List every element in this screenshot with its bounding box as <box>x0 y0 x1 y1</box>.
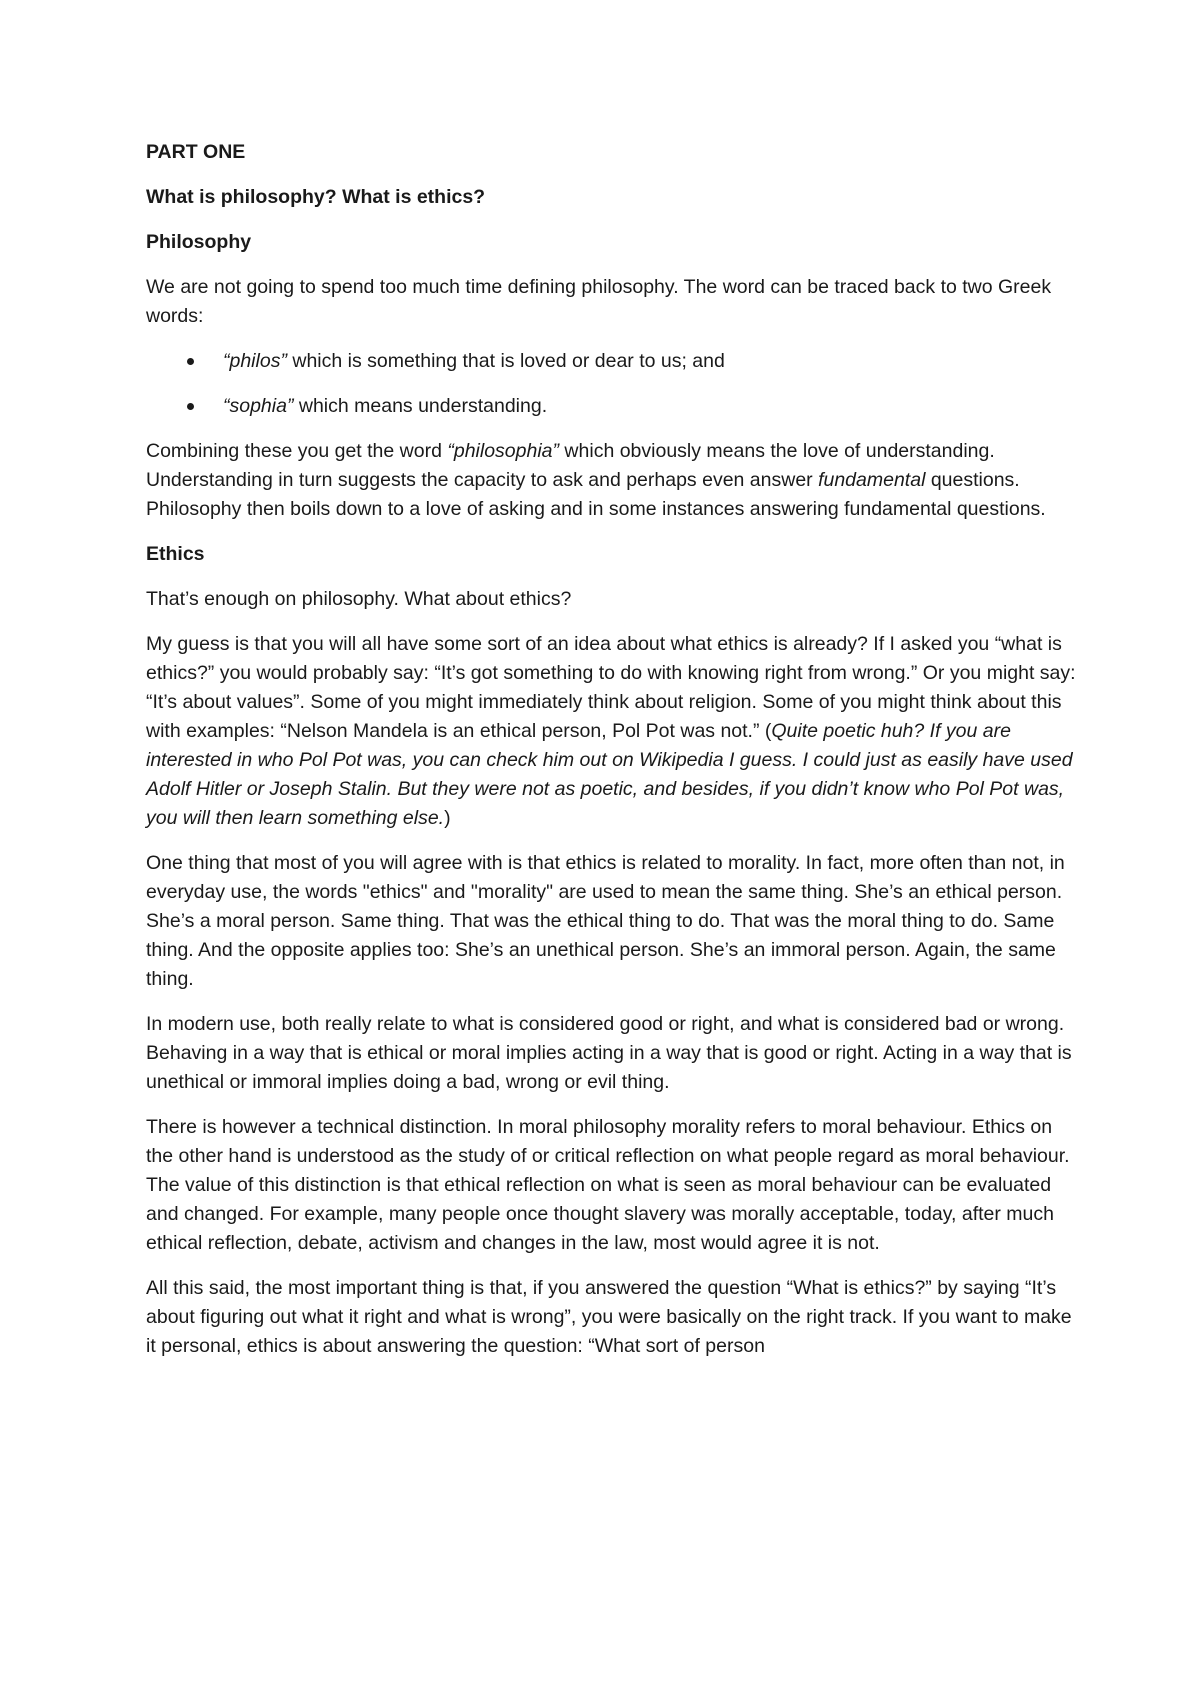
document-page <box>146 138 1076 1377</box>
text-run: questions. Philosophy then boils down to a love of asking and in some instances answering fundamental questions. <box>146 469 1046 520</box>
list-item <box>223 347 1076 376</box>
greek-words-list <box>146 347 1076 421</box>
text-run: which obviously means the love of understanding. Understanding in turn suggests the capacity to ask and perhaps even answer <box>146 440 995 491</box>
aside-italic: Quite poetic huh? If you are interested in who Pol Pot was, you can check him out on Wikipedia I guess. I could just as easily have used Adolf Hitler or Joseph Stalin. But they were not as poetic, and besides, if you didn’t know who Pol Pot was, you will then learn something else. <box>146 720 1073 829</box>
ethics-paragraph-2 <box>146 630 1076 833</box>
emphasis-fundamental: fundamental <box>818 469 926 491</box>
section-title: What is philosophy? What is ethics? <box>146 186 486 208</box>
ethics-paragraph-1: That’s enough on philosophy. What about ethics? <box>146 588 572 610</box>
philosophy-heading: Philosophy <box>146 231 252 253</box>
ethics-paragraph-5: There is however a technical distinction. In moral philosophy morality refers to moral behaviour. Ethics on the other hand is understood as the study of or critical reflection on what people regard as moral behaviour. The value of this distinction is that ethical reflection on what is seen as moral behaviour can be evaluated and changed. For example, many people once thought slavery was morally acceptable, today, after much ethical reflection, debate, activism and changes in the law, most would agree it is not. <box>146 1116 1070 1254</box>
text-run: Combining these you get the word <box>146 440 448 462</box>
term-sophia: “sophia” <box>223 395 294 417</box>
term-philos: “philos” <box>223 350 287 372</box>
term-philos-definition: which is something that is loved or dear to us; and <box>286 350 725 372</box>
text-run: ) <box>444 807 451 829</box>
term-philosophia: “philosophia” <box>447 440 560 462</box>
text-run: My guess is that you will all have some sort of an idea about what ethics is already? If I asked you “what is ethics?” you would probably say: “It’s got something to do with knowing right from wrong.” Or you might say: “It’s about values”. Some of you might immediately think about religion. Some of you might think about this with examples: “Nelson Mandela is an ethical person, Pol Pot was not.” ( <box>146 633 1076 742</box>
ethics-paragraph-6: All this said, the most important thing is that, if you answered the question “What is ethics?” by saying “It’s about figuring out what it right and what is wrong”, you were basically on the right track. If you want to make it personal, ethics is about answering the question: “What sort of person <box>146 1277 1072 1357</box>
ethics-heading: Ethics <box>146 543 205 565</box>
philosophy-intro: We are not going to spend too much time defining philosophy. The word can be traced back to two Greek words: <box>146 276 1052 327</box>
term-sophia-definition: which means understanding. <box>293 395 548 417</box>
ethics-paragraph-4: In modern use, both really relate to what is considered good or right, and what is considered bad or wrong. Behaving in a way that is ethical or moral implies acting in a way that is good or right. Acting in a way that is unethical or immoral implies doing a bad, wrong or evil thing. <box>146 1013 1072 1093</box>
list-item <box>223 392 1076 421</box>
philosophy-paragraph <box>146 437 1076 524</box>
ethics-paragraph-3: One thing that most of you will agree with is that ethics is related to morality. In fact, more often than not, in everyday use, the words "ethics" and "morality" are used to mean the same thing. She’s an ethical person. She’s a moral person. Same thing. That was the ethical thing to do. That was the moral thing to do. Same thing. And the opposite applies too: She’s an unethical person. She’s an immoral person. Again, the same thing. <box>146 852 1065 990</box>
part-title: PART ONE <box>146 141 246 163</box>
